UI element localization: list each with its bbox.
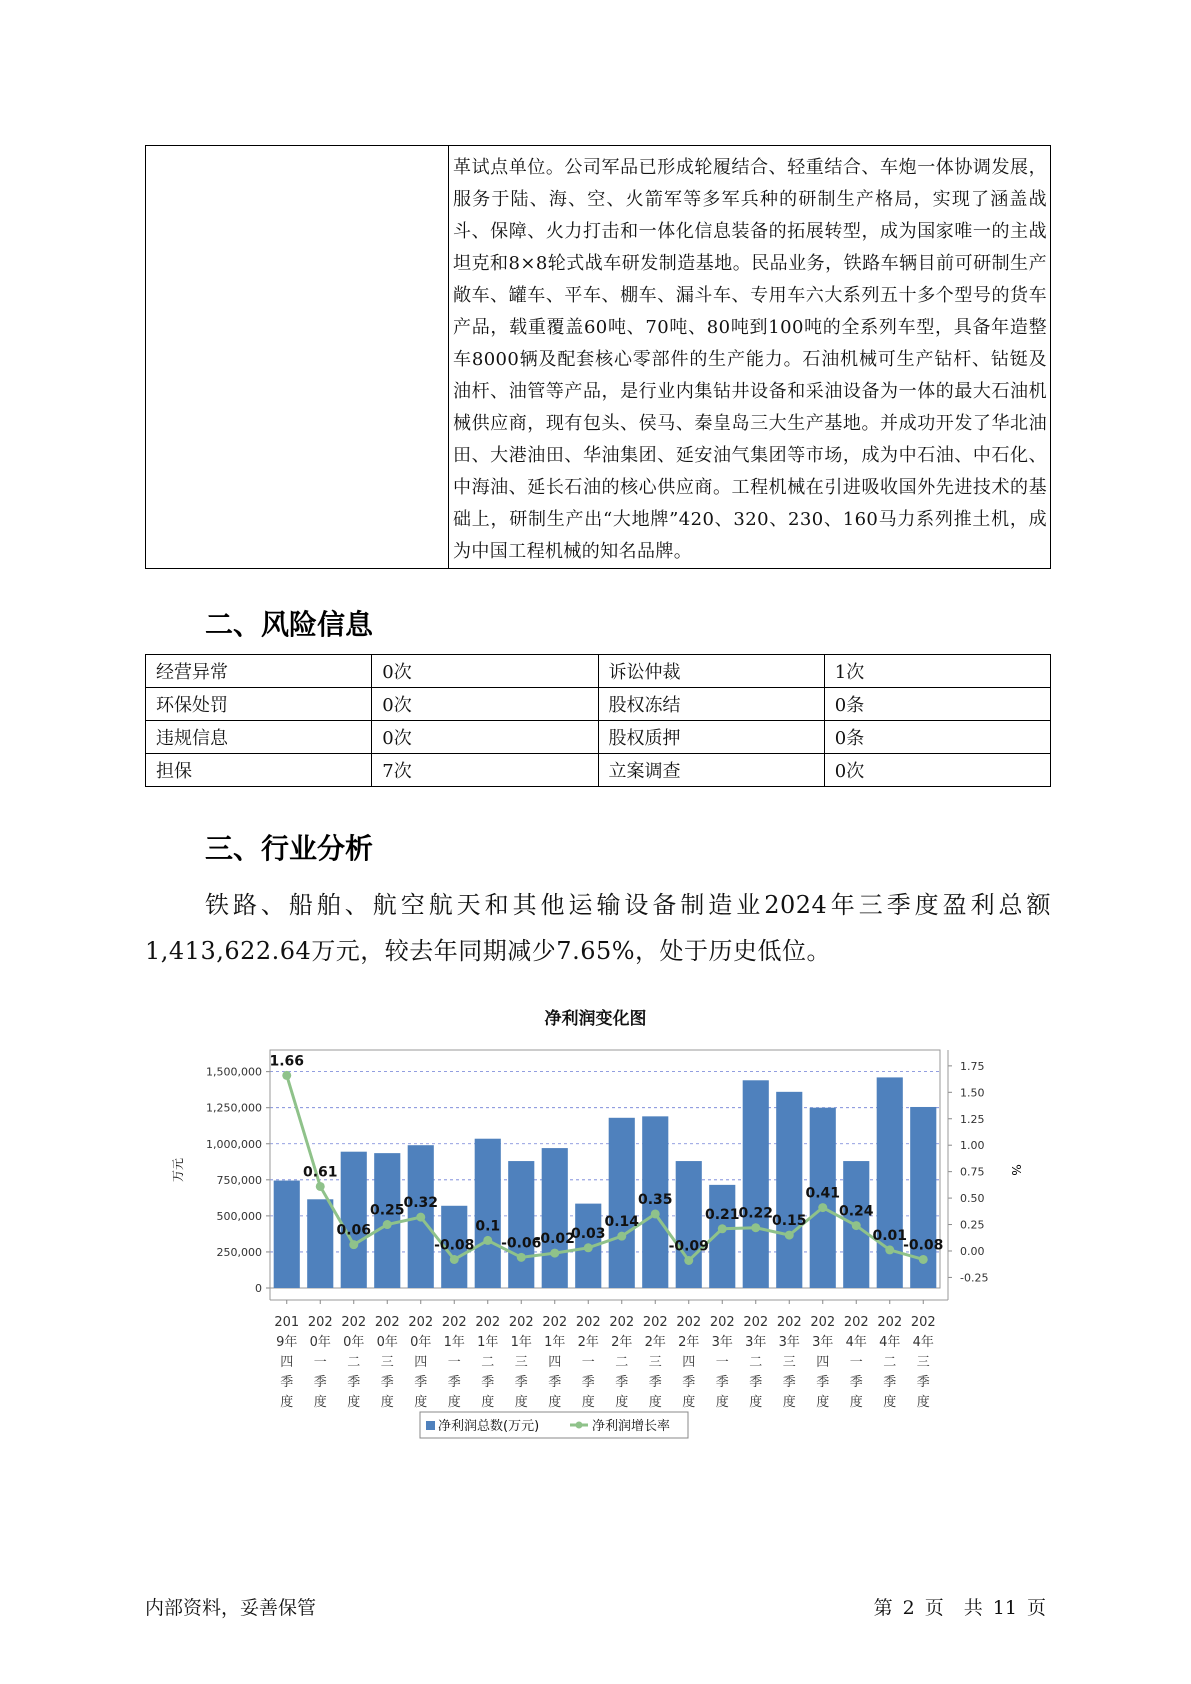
x-tick-label: 季 <box>782 1375 796 1390</box>
x-tick-label: 度 <box>414 1395 428 1410</box>
growth-data-label: 0.1 <box>475 1218 501 1235</box>
x-tick-label: 202 <box>575 1315 601 1330</box>
bar <box>274 1181 300 1288</box>
x-tick-label: 4年 <box>912 1335 934 1350</box>
x-tick-label: 度 <box>347 1395 361 1410</box>
growth-data-label: 0.32 <box>403 1195 439 1212</box>
legend-swatch-point <box>576 1422 583 1429</box>
x-tick-label: 0年 <box>376 1335 398 1350</box>
x-tick-label: 度 <box>648 1395 662 1410</box>
growth-data-label: 0.35 <box>637 1191 673 1208</box>
x-tick-label: 度 <box>849 1395 863 1410</box>
risk-label: 诉讼仲裁 <box>598 655 824 688</box>
risk-value: 0次 <box>372 721 598 754</box>
bar <box>307 1199 333 1288</box>
x-tick-label: 度 <box>514 1395 528 1410</box>
net-profit-chart <box>170 1040 1023 1460</box>
growth-point <box>416 1213 425 1222</box>
growth-data-label: 0.61 <box>302 1164 338 1181</box>
x-tick-label: 度 <box>883 1395 897 1410</box>
x-tick-label: 202 <box>307 1315 333 1330</box>
x-tick-label: 202 <box>609 1315 635 1330</box>
x-tick-label: 一 <box>581 1355 595 1370</box>
x-tick-label: 季 <box>615 1375 629 1390</box>
x-tick-label: 202 <box>441 1315 467 1330</box>
footer-note: 内部资料，妥善保管 <box>145 1597 317 1619</box>
legend-swatch-bar <box>426 1421 435 1430</box>
x-tick-label: 2年 <box>577 1335 599 1350</box>
x-tick-label: 202 <box>542 1315 568 1330</box>
growth-data-label: 0.03 <box>570 1225 606 1242</box>
growth-point <box>751 1223 760 1232</box>
risk-label: 违规信息 <box>146 721 372 754</box>
growth-data-label: 0.01 <box>872 1227 908 1244</box>
growth-point <box>282 1071 291 1080</box>
growth-point <box>316 1182 325 1191</box>
x-tick-label: 季 <box>280 1375 294 1390</box>
risk-value: 0次 <box>372 655 598 688</box>
x-tick-label: 季 <box>347 1375 361 1390</box>
x-tick-label: 1年 <box>443 1335 465 1350</box>
x-tick-label: 202 <box>810 1315 836 1330</box>
y2-tick-label: 1.50 <box>960 1086 985 1100</box>
x-tick-label: 2年 <box>611 1335 633 1350</box>
growth-data-label: 0.14 <box>604 1214 640 1231</box>
risk-table <box>145 654 1051 787</box>
bar <box>609 1118 635 1288</box>
x-tick-label: 度 <box>615 1395 629 1410</box>
x-tick-label: 度 <box>447 1395 461 1410</box>
industry-paragraph: 铁路、船舶、航空航天和其他运输设备制造业2024年三季度盈利总额1,413,622.64万元，较去年同期减少7.65%，处于历史低位。 <box>145 891 1051 965</box>
x-tick-label: 季 <box>548 1375 562 1390</box>
growth-point <box>383 1220 392 1229</box>
x-tick-label: 季 <box>849 1375 863 1390</box>
x-tick-label: 一 <box>715 1355 729 1370</box>
x-tick-label: 季 <box>682 1375 696 1390</box>
risk-label: 担保 <box>146 754 372 787</box>
x-tick-label: 一 <box>447 1355 461 1370</box>
risk-value: 0次 <box>372 688 598 721</box>
x-tick-label: 202 <box>910 1315 936 1330</box>
risk-label: 经营异常 <box>146 655 372 688</box>
growth-data-label: -0.02 <box>534 1231 575 1248</box>
x-tick-label: 202 <box>709 1315 735 1330</box>
x-tick-label: 四 <box>548 1355 562 1370</box>
x-tick-label: 2年 <box>644 1335 666 1350</box>
x-tick-label: 202 <box>676 1315 702 1330</box>
y2-tick-label: 0.00 <box>960 1244 985 1258</box>
legend-label-line: 净利润增长率 <box>592 1419 671 1434</box>
y-tick-label: 1,500,000 <box>206 1065 262 1079</box>
y-tick-label: 1,000,000 <box>206 1137 262 1151</box>
growth-data-label: -0.08 <box>903 1237 944 1254</box>
x-tick-label: 202 <box>374 1315 400 1330</box>
page-total: 11 <box>992 1597 1017 1619</box>
growth-data-label: 0.21 <box>704 1206 740 1223</box>
x-tick-label: 季 <box>749 1375 763 1390</box>
x-tick-label: 季 <box>414 1375 428 1390</box>
x-tick-label: 202 <box>776 1315 802 1330</box>
x-tick-label: 度 <box>548 1395 562 1410</box>
x-tick-label: 202 <box>475 1315 501 1330</box>
growth-point <box>885 1245 894 1254</box>
x-tick-label: 1年 <box>510 1335 532 1350</box>
page-mid: 页 <box>924 1597 944 1619</box>
growth-data-label: 0.24 <box>838 1203 874 1220</box>
table-row <box>146 688 1051 721</box>
page-prefix: 第 <box>873 1597 893 1619</box>
x-tick-label: 二 <box>615 1355 629 1370</box>
y-axis-label: 万元 <box>171 1157 185 1183</box>
x-tick-label: 度 <box>380 1395 394 1410</box>
x-tick-label: 二 <box>481 1355 495 1370</box>
x-tick-label: 202 <box>743 1315 769 1330</box>
intro-label-cell <box>146 146 449 569</box>
growth-point <box>584 1243 593 1252</box>
x-tick-label: 一 <box>849 1355 863 1370</box>
risk-label: 股权质押 <box>598 721 824 754</box>
growth-data-label: 0.41 <box>805 1185 841 1202</box>
x-tick-label: 度 <box>481 1395 495 1410</box>
x-tick-label: 二 <box>749 1355 763 1370</box>
risk-label: 立案调查 <box>598 754 824 787</box>
x-tick-label: 三 <box>648 1355 662 1370</box>
x-tick-label: 4年 <box>879 1335 901 1350</box>
bar <box>341 1152 367 1288</box>
growth-data-label: 0.15 <box>771 1213 807 1230</box>
y2-tick-label: 0.50 <box>960 1192 985 1206</box>
x-tick-label: 3年 <box>778 1335 800 1350</box>
bar <box>676 1161 702 1288</box>
x-tick-label: 季 <box>581 1375 595 1390</box>
x-tick-label: 四 <box>682 1355 696 1370</box>
y-tick-label: 750,000 <box>216 1173 262 1187</box>
x-tick-label: 3年 <box>812 1335 834 1350</box>
growth-point <box>450 1255 459 1264</box>
x-tick-label: 季 <box>313 1375 327 1390</box>
chart-title: 净利润变化图 <box>544 1009 647 1029</box>
industry-heading: 三、行业分析 <box>205 832 374 865</box>
x-tick-label: 4年 <box>845 1335 867 1350</box>
x-tick-label: 0年 <box>343 1335 365 1350</box>
page-current: 2 <box>902 1597 915 1619</box>
bar <box>475 1139 501 1288</box>
growth-point <box>785 1231 794 1240</box>
x-tick-label: 度 <box>581 1395 595 1410</box>
x-tick-label: 度 <box>313 1395 327 1410</box>
y2-tick-label: 1.25 <box>960 1112 985 1126</box>
x-tick-label: 2年 <box>678 1335 700 1350</box>
intro-text-cell <box>449 146 1051 569</box>
intro-text: 革试点单位。公司军品已形成轮履结合、轻重结合、车炮一体协调发展，服务于陆、海、空、火箭军等多军兵种的研制生产格局，实现了涵盖战斗、保障、火力打击和一体化信息装备的拓展转型，成为国家唯一的主战坦克和8×8轮式战车研发制造基地。民品业务，铁路车辆目前可研制生产敞车、罐车、平车、棚车、漏斗车、专用车六大系列五十多个型号的货车产品，载重覆盖60吨、70吨、80吨到100吨的全系列车型，具备年造整车8000辆及配套核心零部件的生产能力。石油机械可生产钻杆、钻铤及油杆、油管等产品，是行业内集钻井设备和采油设备为一体的最大石油机械供应商，现有包头、侯马、秦皇岛三大生产基地。并成功开发了华北油田、大港油田、华油集团、延安油气集团等市场，成为中石油、中石化、中海油、延长石油的核心供应商。工程机械在引进吸收国外先进技术的基础上，研制生产出“大地牌”420、320、230、160马力系列推土机，成为中国工程机械的知名品牌。 <box>453 157 1047 562</box>
total-suffix: 页 <box>1026 1597 1046 1619</box>
x-tick-label: 度 <box>782 1395 796 1410</box>
company-intro-table <box>145 145 1051 569</box>
x-tick-label: 202 <box>642 1315 668 1330</box>
growth-point <box>349 1240 358 1249</box>
x-tick-label: 季 <box>380 1375 394 1390</box>
x-tick-label: 三 <box>514 1355 528 1370</box>
growth-point <box>718 1224 727 1233</box>
y-tick-label: 1,250,000 <box>206 1101 262 1115</box>
y2-tick-label: -0.25 <box>960 1271 989 1285</box>
x-tick-label: 9年 <box>276 1335 298 1350</box>
bar <box>776 1092 802 1288</box>
x-tick-label: 二 <box>347 1355 361 1370</box>
x-tick-label: 度 <box>916 1395 930 1410</box>
y2-tick-label: 1.75 <box>960 1059 985 1073</box>
growth-point <box>517 1253 526 1262</box>
x-tick-label: 季 <box>514 1375 528 1390</box>
growth-data-label: -0.06 <box>501 1235 542 1252</box>
risk-value: 1次 <box>824 655 1050 688</box>
y2-tick-label: 0.75 <box>960 1165 985 1179</box>
bar <box>508 1161 534 1288</box>
x-tick-label: 季 <box>816 1375 830 1390</box>
x-tick-label: 二 <box>883 1355 897 1370</box>
growth-point <box>919 1255 928 1264</box>
y-tick-label: 500,000 <box>216 1209 262 1223</box>
x-tick-label: 三 <box>916 1355 930 1370</box>
risk-label: 环保处罚 <box>146 688 372 721</box>
y-tick-label: 0 <box>255 1282 262 1295</box>
risk-value: 0次 <box>824 754 1050 787</box>
page-number <box>869 1593 1051 1620</box>
risk-value: 7次 <box>372 754 598 787</box>
growth-point <box>852 1221 861 1230</box>
risk-value: 0条 <box>824 721 1050 754</box>
x-tick-label: 季 <box>648 1375 662 1390</box>
growth-data-label: 0.25 <box>369 1202 405 1219</box>
growth-point <box>651 1209 660 1218</box>
x-tick-label: 1年 <box>477 1335 499 1350</box>
growth-data-label: 0.22 <box>738 1205 774 1222</box>
x-tick-label: 四 <box>280 1355 294 1370</box>
x-tick-label: 度 <box>816 1395 830 1410</box>
y2-axis-label: % <box>1009 1164 1023 1176</box>
growth-point <box>483 1236 492 1245</box>
x-tick-label: 202 <box>843 1315 869 1330</box>
bar <box>542 1148 568 1288</box>
x-tick-label: 一 <box>313 1355 327 1370</box>
growth-data-label: 0.06 <box>336 1222 372 1239</box>
x-tick-label: 202 <box>877 1315 903 1330</box>
total-prefix: 共 <box>963 1597 983 1619</box>
x-tick-label: 季 <box>883 1375 897 1390</box>
x-tick-label: 202 <box>341 1315 367 1330</box>
growth-point <box>818 1203 827 1212</box>
x-tick-label: 季 <box>916 1375 930 1390</box>
table-row <box>146 754 1051 787</box>
risk-value: 0条 <box>824 688 1050 721</box>
x-tick-label: 季 <box>447 1375 461 1390</box>
x-tick-label: 0年 <box>410 1335 432 1350</box>
growth-data-label: -0.08 <box>434 1237 475 1254</box>
legend-label-bar: 净利润总数(万元) <box>438 1419 540 1434</box>
x-tick-label: 季 <box>715 1375 729 1390</box>
x-tick-label: 0年 <box>309 1335 331 1350</box>
x-tick-label: 度 <box>682 1395 696 1410</box>
plot-area <box>270 1050 940 1288</box>
bar <box>743 1080 769 1288</box>
bar <box>877 1077 903 1288</box>
x-tick-label: 度 <box>715 1395 729 1410</box>
x-tick-label: 三 <box>380 1355 394 1370</box>
x-tick-label: 1年 <box>544 1335 566 1350</box>
x-tick-label: 202 <box>508 1315 534 1330</box>
x-tick-label: 度 <box>749 1395 763 1410</box>
y2-tick-label: 0.25 <box>960 1218 985 1232</box>
x-tick-label: 季 <box>481 1375 495 1390</box>
x-tick-label: 3年 <box>745 1335 767 1350</box>
growth-data-label: -0.09 <box>668 1238 709 1255</box>
x-tick-label: 201 <box>274 1315 300 1330</box>
x-tick-label: 度 <box>280 1395 294 1410</box>
growth-data-label: 1.66 <box>269 1053 305 1070</box>
x-tick-label: 202 <box>408 1315 434 1330</box>
x-tick-label: 3年 <box>711 1335 733 1350</box>
y-tick-label: 250,000 <box>216 1245 262 1259</box>
table-row <box>146 655 1051 688</box>
x-tick-label: 四 <box>816 1355 830 1370</box>
risk-heading: 二、风险信息 <box>205 608 374 641</box>
x-tick-label: 三 <box>782 1355 796 1370</box>
risk-label: 股权冻结 <box>598 688 824 721</box>
growth-point <box>617 1232 626 1241</box>
growth-point <box>550 1249 559 1258</box>
growth-point <box>684 1256 693 1265</box>
x-tick-label: 四 <box>414 1355 428 1370</box>
y2-tick-label: 1.00 <box>960 1139 985 1153</box>
table-row <box>146 721 1051 754</box>
